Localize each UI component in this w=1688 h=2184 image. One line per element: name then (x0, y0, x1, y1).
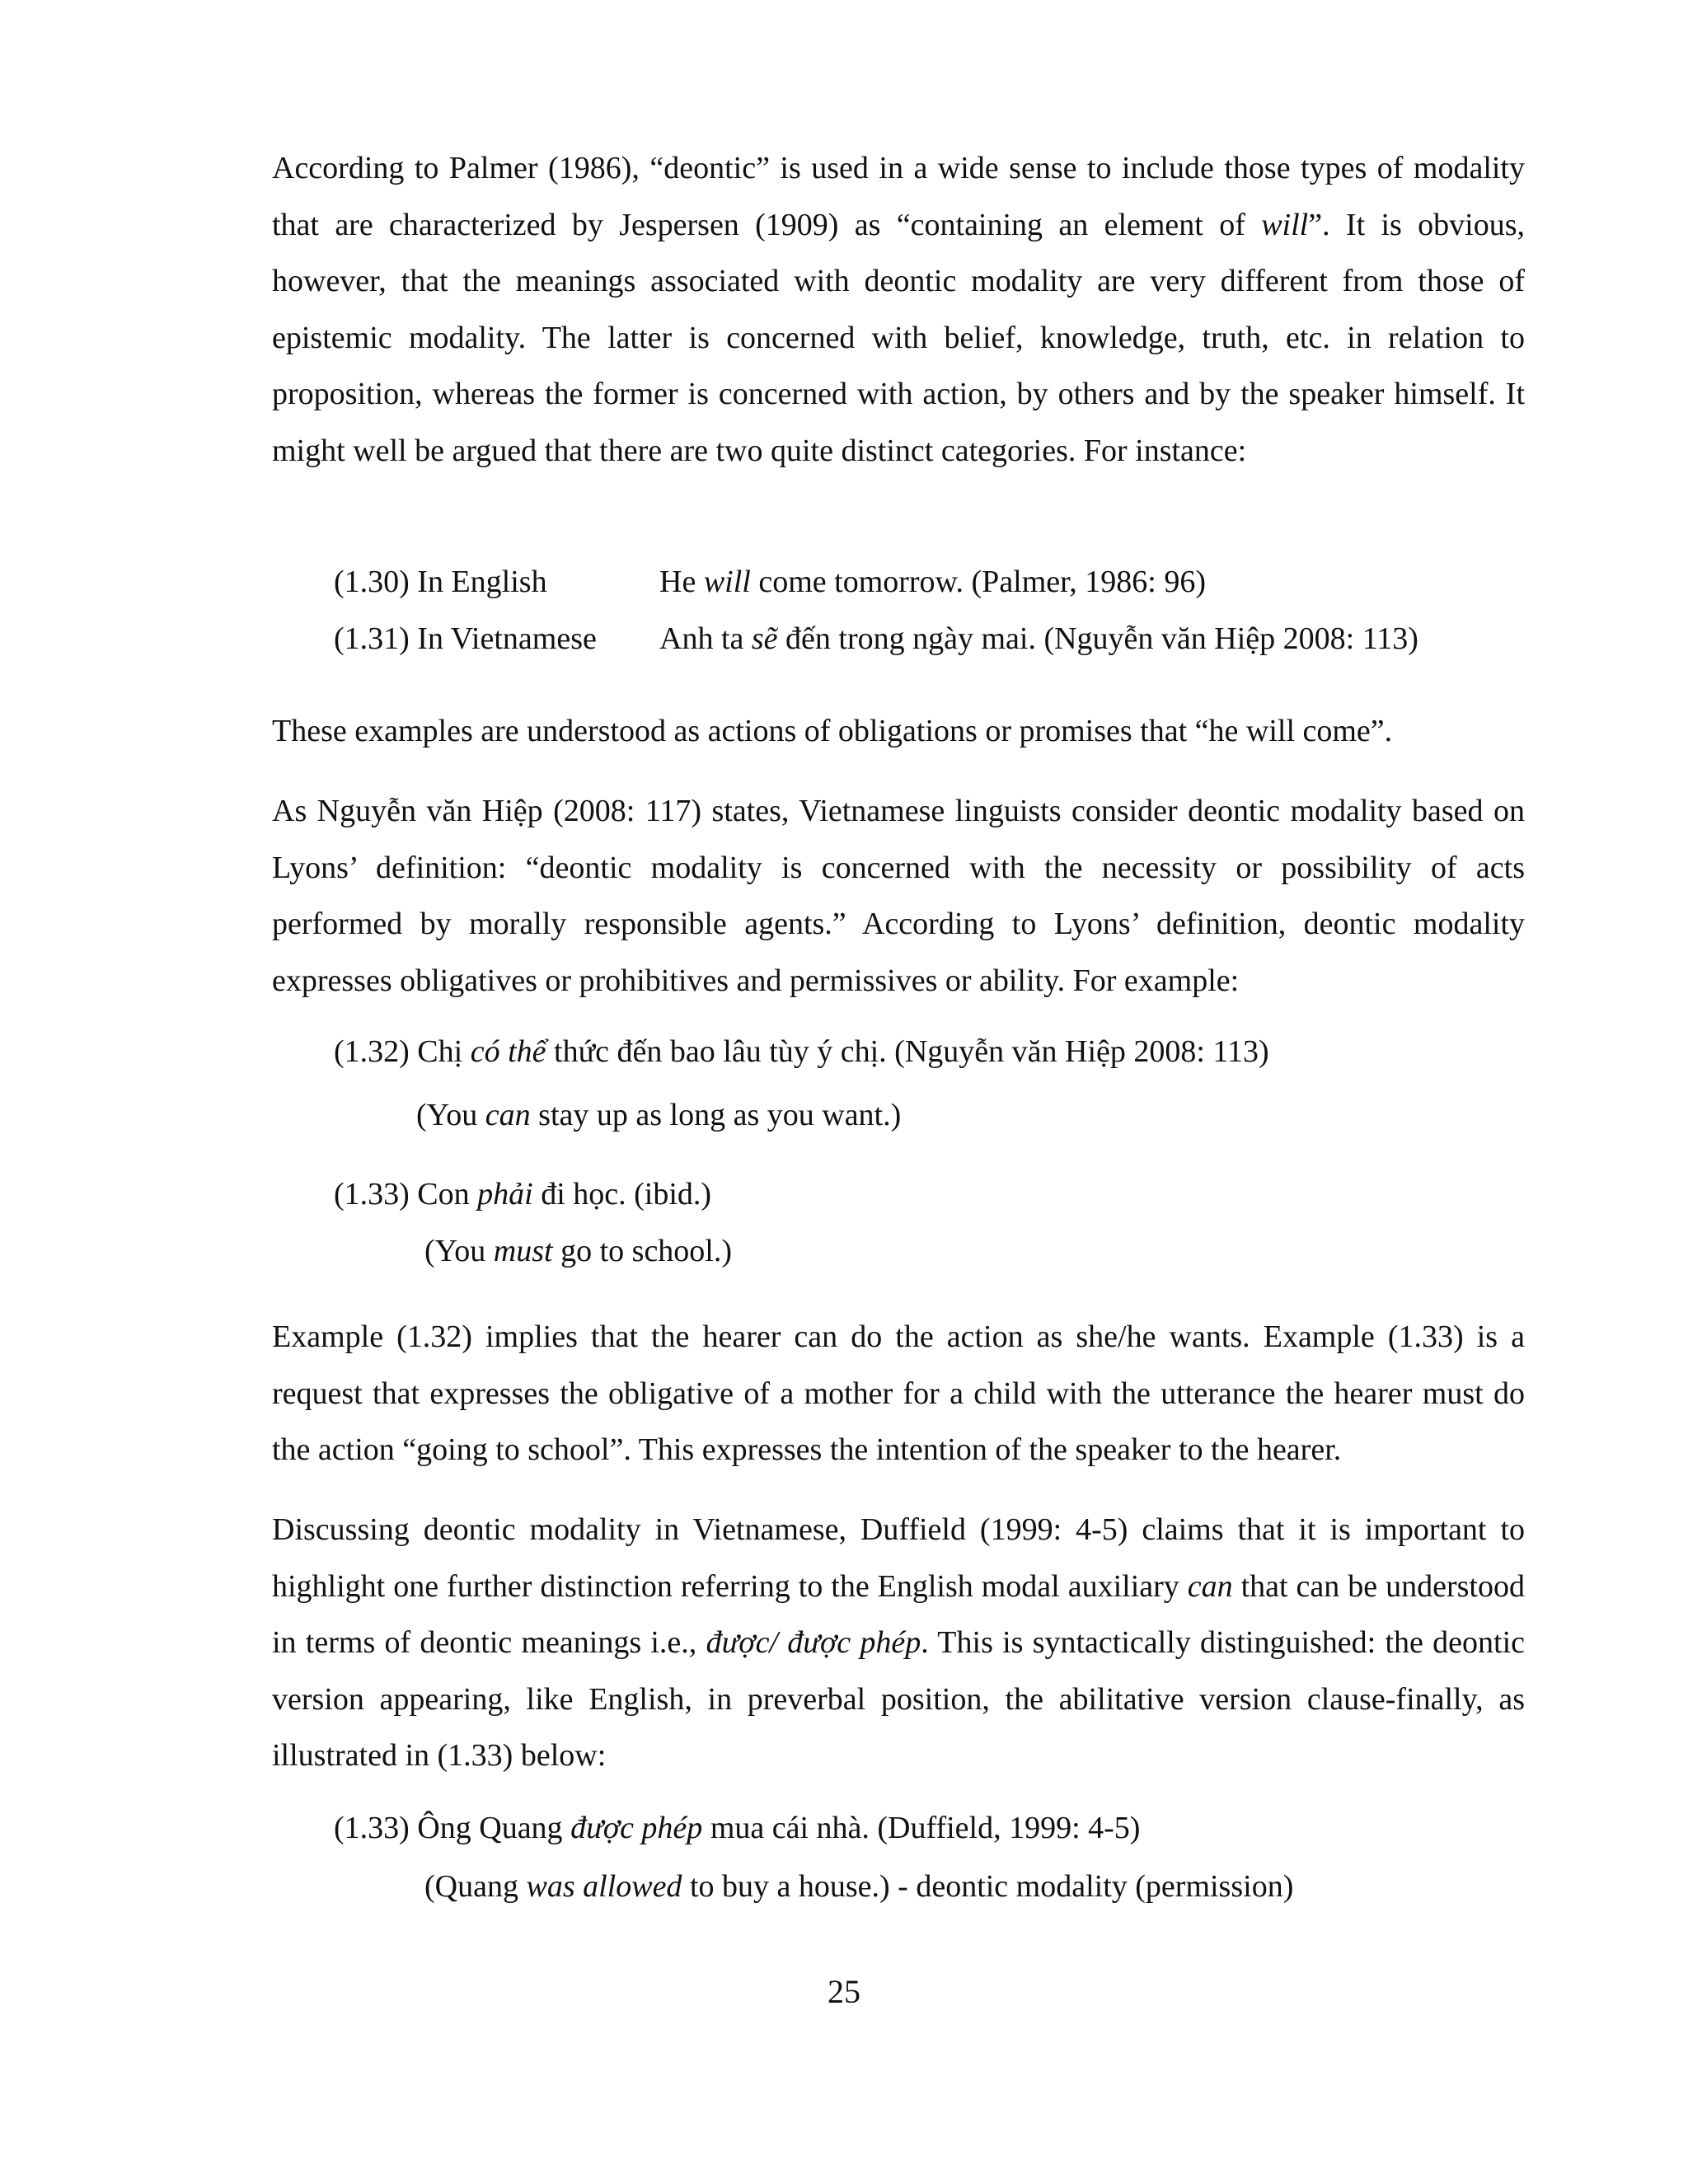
text-run: đến trong ngày mai. (Nguyễn văn Hiệp 2008: 113) (777, 621, 1418, 656)
example-text-1-33 (334, 1175, 711, 1213)
text-run: (You (424, 1234, 494, 1268)
text-run: to buy a house.) - deontic modality (permission) (682, 1869, 1294, 1904)
example-label-1-31: (1.31) In Vietnamese (334, 621, 597, 656)
italic-run: được phép (570, 1811, 703, 1845)
text-run: (Quang (424, 1869, 527, 1904)
example-gloss-1-32 (416, 1096, 901, 1134)
text-run: mua cái nhà. (Duffield, 1999: 4-5) (702, 1811, 1141, 1845)
paragraph-duffield (272, 1502, 1525, 1784)
italic-run: can (1187, 1568, 1233, 1604)
paragraph-example-explanation: Example (1.32) implies that the hearer can do the action as she/he wants. Example (1.33) is a request that expresses the obligative of a mother for a child with the utterance the hearer must do the action “going to school”. This expresses the intention of the speaker to the hearer. (272, 1319, 1525, 1467)
page-number: 25 (828, 1973, 860, 2010)
italic-run: sẽ (751, 621, 778, 656)
example-gloss-1-33 (424, 1232, 732, 1270)
text-run: Anh ta (659, 621, 752, 656)
italic-run: can (485, 1098, 531, 1132)
paragraph-lyons-definition: As Nguyễn văn Hiệp (2008: 117) states, Vietnamese linguists consider deontic modality based on Lyons’ definition: “deontic modality is concerned with the necessity or possibility of acts performed by morally responsible agents.” According to Lyons’ definition, deontic modality expresses obligatives or prohibitives and permissives or ability. For example: (272, 794, 1525, 998)
example-text-1-31 (659, 620, 1418, 658)
text-run: go to school.) (552, 1234, 733, 1268)
example-gloss-1-33-duffield (424, 1868, 1293, 1905)
text-run: (1.32) Chị (334, 1034, 471, 1069)
text-run: đi học. (ibid.) (532, 1177, 712, 1212)
text-run: come tomorrow. (Palmer, 1986: 96) (750, 565, 1207, 599)
paragraph-examples-understood: These examples are understood as actions of obligations or promises that “he will come”. (272, 714, 1393, 748)
italic-run: phải (477, 1177, 533, 1212)
text-run: (1.33) Ông Quang (334, 1811, 571, 1845)
example-text-1-32 (334, 1033, 1269, 1071)
paragraph-deontic-palmer (272, 140, 1525, 479)
text-run: According to Palmer (1986), “deontic” is used in a wide sense to include those types of modality that are characterized by Jespersen (1909) as “containing an element of (272, 151, 1525, 242)
italic-run: có thể (470, 1034, 546, 1069)
text-run: Discussing deontic modality in Vietnamese, Duffield (1999: 4-5) claims that it is important to highlight one further distinction referring to the English modal auxiliary (272, 1512, 1525, 1604)
italic-run: was allowed (526, 1869, 682, 1904)
text-run: (1.33) Con (334, 1177, 478, 1212)
text-run: thức đến bao lâu tùy ý chị. (Nguyễn văn Hiệp 2008: 113) (546, 1034, 1269, 1069)
example-text-1-33-duffield (334, 1809, 1140, 1847)
italic-run: will (1261, 207, 1309, 242)
text-run: He (659, 565, 704, 599)
text-run: (You (416, 1098, 485, 1132)
italic-run: được/ được phép (706, 1625, 921, 1660)
text-run: that can be understood in terms of deontic meanings i.e., (272, 1568, 1525, 1660)
text-run: stay up as long as you want.) (530, 1098, 902, 1132)
italic-run: will (703, 565, 751, 599)
text-run: ”. It is obvious, however, that the meanings associated with deontic modality are very different from those of epistemic modality. The latter is concerned with belief, knowledge, truth, etc. in relation to proposition, whereas the former is concerned with action, by others and by the speaker himself. It might well be argued that there are two quite distinct categories. For instance: (272, 207, 1525, 468)
italic-run: must (493, 1234, 553, 1268)
example-label-1-30: (1.30) In English (334, 565, 547, 599)
example-text-1-30 (659, 563, 1206, 601)
text-run: . This is syntactically distinguished: the deontic version appearing, like English, in preverbal position, the abilitative version clause-finally, as illustrated in (1.33) below: (272, 1625, 1526, 1773)
